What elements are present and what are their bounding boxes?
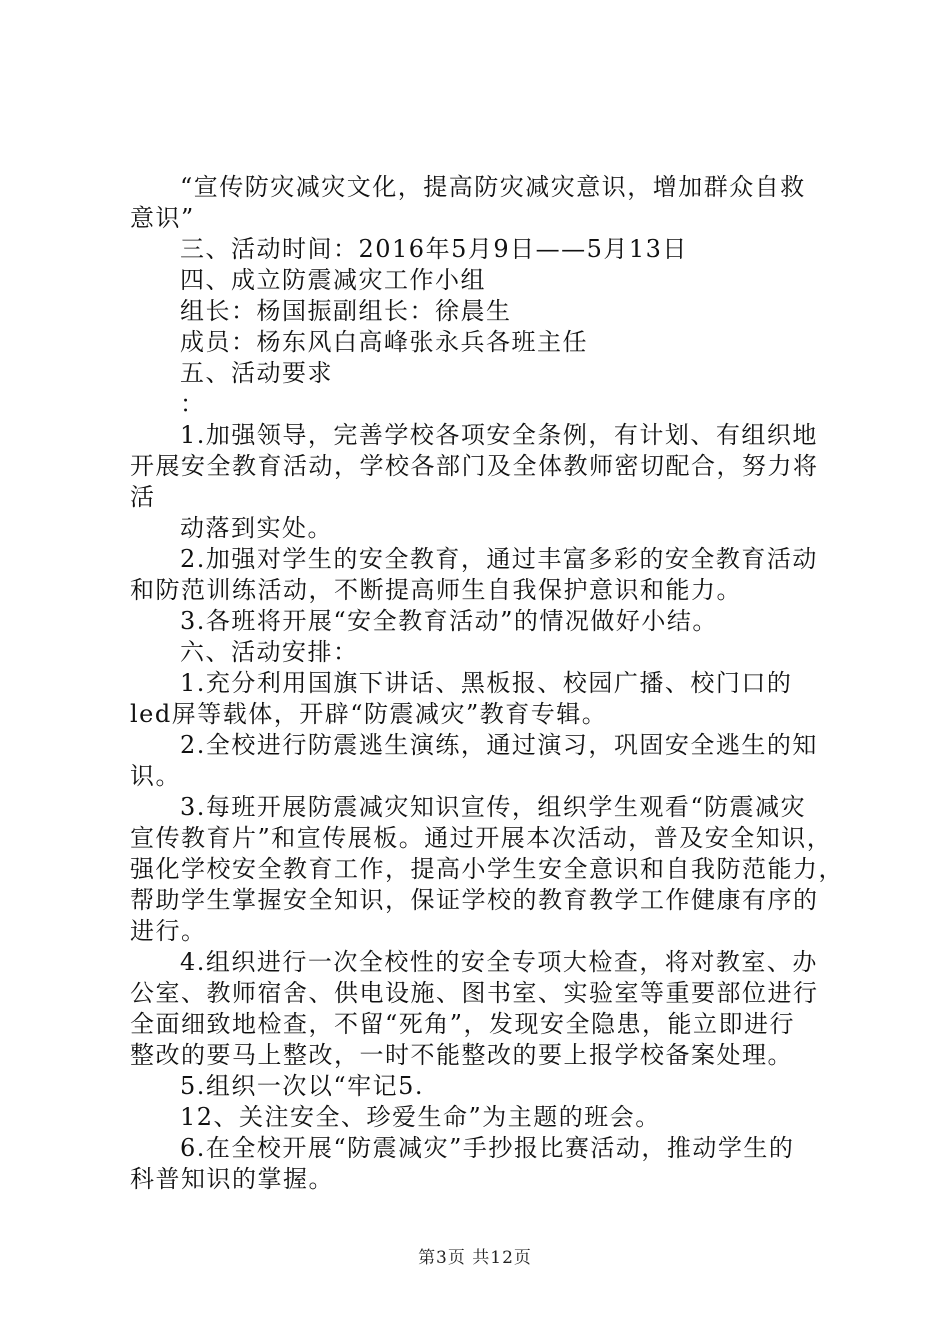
list-item-line: 6.在全校开展“防震减灾”手抄报比赛活动，推动学生的 <box>180 1134 795 1162</box>
paragraph-line: 成员：杨东风白高峰张永兵各班主任 <box>180 328 588 356</box>
section-heading: 六、活动安排： <box>180 638 359 666</box>
list-item-line: 1.充分利用国旗下讲话、黑板报、校园广播、校门口的 <box>180 669 793 697</box>
list-item-line: 帮助学生掌握安全知识，保证学校的教育教学工作健康有序的 <box>130 886 819 914</box>
list-item-line: 科普知识的掌握。 <box>130 1165 334 1193</box>
list-item-line: 3.每班开展防震减灾知识宣传，组织学生观看“防震减灾 <box>180 793 807 821</box>
list-item-line: 5.组织一次以“牢记5. <box>180 1072 425 1100</box>
list-item-line: 12、关注安全、珍爱生命”为主题的班会。 <box>180 1103 661 1131</box>
section-heading: 四、成立防震减灾工作小组 <box>180 266 486 294</box>
list-item-line: 开展安全教育活动，学校各部门及全体教师密切配合，努力将 <box>130 452 819 480</box>
section-heading: 五、活动要求 <box>180 359 333 387</box>
paragraph-line: ： <box>180 390 206 418</box>
list-item-line: 1.加强领导，完善学校各项安全条例，有计划、有组织地 <box>180 421 818 449</box>
list-item-line: 强化学校安全教育工作，提高小学生安全意识和自我防范能力， <box>130 855 844 883</box>
list-item-line: 动落到实处。 <box>180 514 333 542</box>
list-item-line: 识。 <box>130 762 181 790</box>
list-item-line: led屏等载体，开辟“防震减灾”教育专辑。 <box>130 700 608 728</box>
page-number-footer: 第3页 共12页 <box>418 1248 532 1268</box>
list-item-line: 整改的要马上整改，一时不能整改的要上报学校备案处理。 <box>130 1041 793 1069</box>
document-body <box>130 172 844 1195</box>
list-item-line: 2.全校进行防震逃生演练，通过演习，巩固安全逃生的知 <box>180 731 818 759</box>
list-item-line: 全面细致地检查，不留“死角”，发现安全隐患，能立即进行 <box>130 1010 796 1038</box>
list-item-line: 公室、教师宿舍、供电设施、图书室、实验室等重要部位进行 <box>130 979 819 1007</box>
paragraph-line: 意识” <box>130 204 195 232</box>
list-item-line: 进行。 <box>130 917 207 945</box>
paragraph-line: 组长：杨国振副组长：徐晨生 <box>180 297 512 325</box>
list-item-line: 2.加强对学生的安全教育，通过丰富多彩的安全教育活动 <box>180 545 818 573</box>
list-item-line: 和防范训练活动，不断提高师生自我保护意识和能力。 <box>130 576 742 604</box>
list-item-line: 3.各班将开展“安全教育活动”的情况做好小结。 <box>180 607 718 635</box>
list-item-line: 宣传教育片”和宣传展板。通过开展本次活动，普及安全知识， <box>130 824 833 852</box>
section-heading: 三、活动时间：2016年5月9日——5月13日 <box>180 235 688 263</box>
paragraph-line: “宣传防灾减灾文化，提高防灾减灾意识，增加群众自救 <box>180 173 806 201</box>
list-item-line: 活 <box>130 483 156 511</box>
list-item-line: 4.组织进行一次全校性的安全专项大检查，将对教室、办 <box>180 948 818 976</box>
